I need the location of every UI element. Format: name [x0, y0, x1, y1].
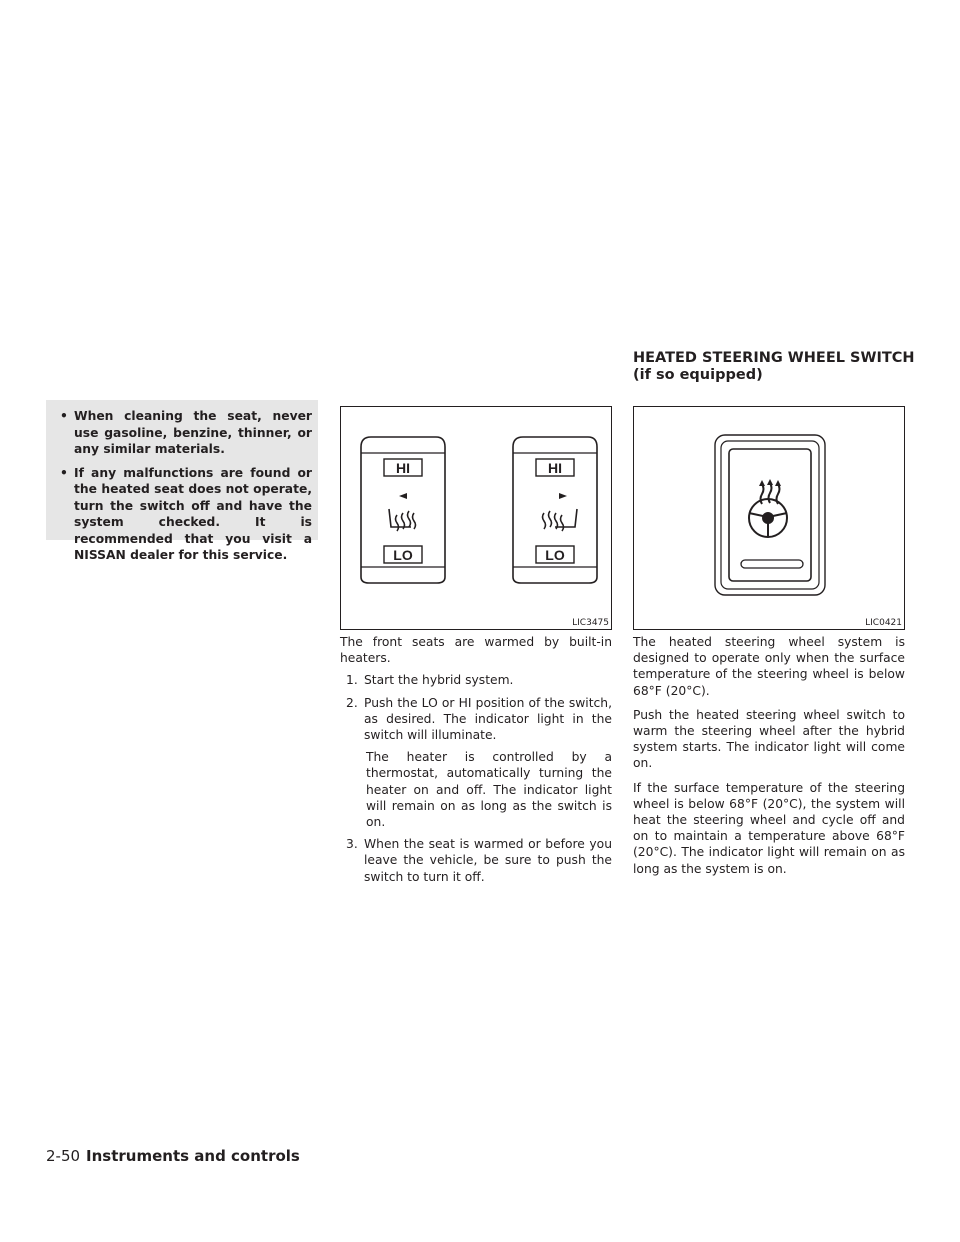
section-title: Instruments and controls: [86, 1147, 300, 1165]
section-heading: HEATED STEERING WHEEL SWITCH (if so equipped): [633, 350, 915, 383]
steering-paragraph: The heated steering wheel system is designed to operate only when the surface temperature of the steering wheel is below 68°F (20°C).: [633, 635, 905, 698]
heated-seat-instructions: [340, 634, 612, 885]
heated-steering-switch-figure: [633, 406, 905, 630]
steering-paragraph: If the surface temperature of the steering wheel is below 68°F (20°C), the system will heat the steering wheel and cycle off and on to maintain a temperature above 68°F (20°C). The indicator light will remain on as long as the system is on.: [633, 780, 905, 876]
step-number: 1.: [346, 673, 358, 688]
step-item: [340, 836, 612, 885]
step-item: [340, 672, 612, 688]
heated-seat-switch-figure: [340, 406, 612, 630]
right-hi-label: HI: [548, 460, 562, 476]
seat-heater-icon: [543, 509, 578, 531]
left-lo-label: LO: [393, 547, 413, 563]
figure-label: LIC0421: [865, 618, 902, 628]
caution-box: [46, 400, 318, 562]
seat-intro: The front seats are warmed by built-in heaters.: [340, 635, 612, 666]
step-subtext: The heater is controlled by a thermostat, automatically turning the heater on and off. The indicator light will remain on as long as the switch is on.: [366, 750, 612, 830]
right-arrow-icon: [559, 493, 567, 499]
steering-paragraph: Push the heated steering wheel switch to warm the steering wheel after the hybrid system starts. The indicator light will come on.: [633, 707, 905, 771]
left-hi-label: HI: [396, 460, 410, 476]
caution-list: [46, 400, 318, 564]
left-arrow-icon: [399, 493, 407, 499]
heated-steering-switch-illustration: [634, 407, 904, 629]
step-text: Push the LO or HI position of the switch, as desired. The indicator light in the switch will illuminate.: [364, 695, 612, 743]
heated-seat-switch-illustration: [341, 407, 611, 629]
heated-steering-wheel-icon: [749, 483, 787, 537]
step-number: 3.: [346, 837, 358, 852]
figure-label: LIC3475: [572, 618, 609, 628]
page-number: 2-50: [46, 1147, 81, 1165]
heated-steering-description: [633, 634, 905, 885]
indicator-light: [741, 560, 803, 568]
caution-item: • When cleaning the seat, never use gasoline, benzine, thinner, or any similar materials.: [60, 408, 312, 458]
step-text: When the seat is warmed or before you leave the vehicle, be sure to push the switch to turn it off.: [364, 837, 612, 884]
seat-steps: [340, 672, 612, 884]
right-lo-label: LO: [545, 547, 565, 563]
page-footer: [46, 1147, 300, 1165]
step-number: 2.: [346, 695, 358, 710]
step-text: Start the hybrid system.: [364, 673, 514, 688]
caution-item: • If any malfunctions are found or the heated seat does not operate, turn the switch off and have the system checked. It is recommended that you visit a NISSAN dealer for this service.: [60, 465, 312, 564]
step-item: [340, 695, 612, 831]
seat-heater-icon: [389, 509, 416, 531]
